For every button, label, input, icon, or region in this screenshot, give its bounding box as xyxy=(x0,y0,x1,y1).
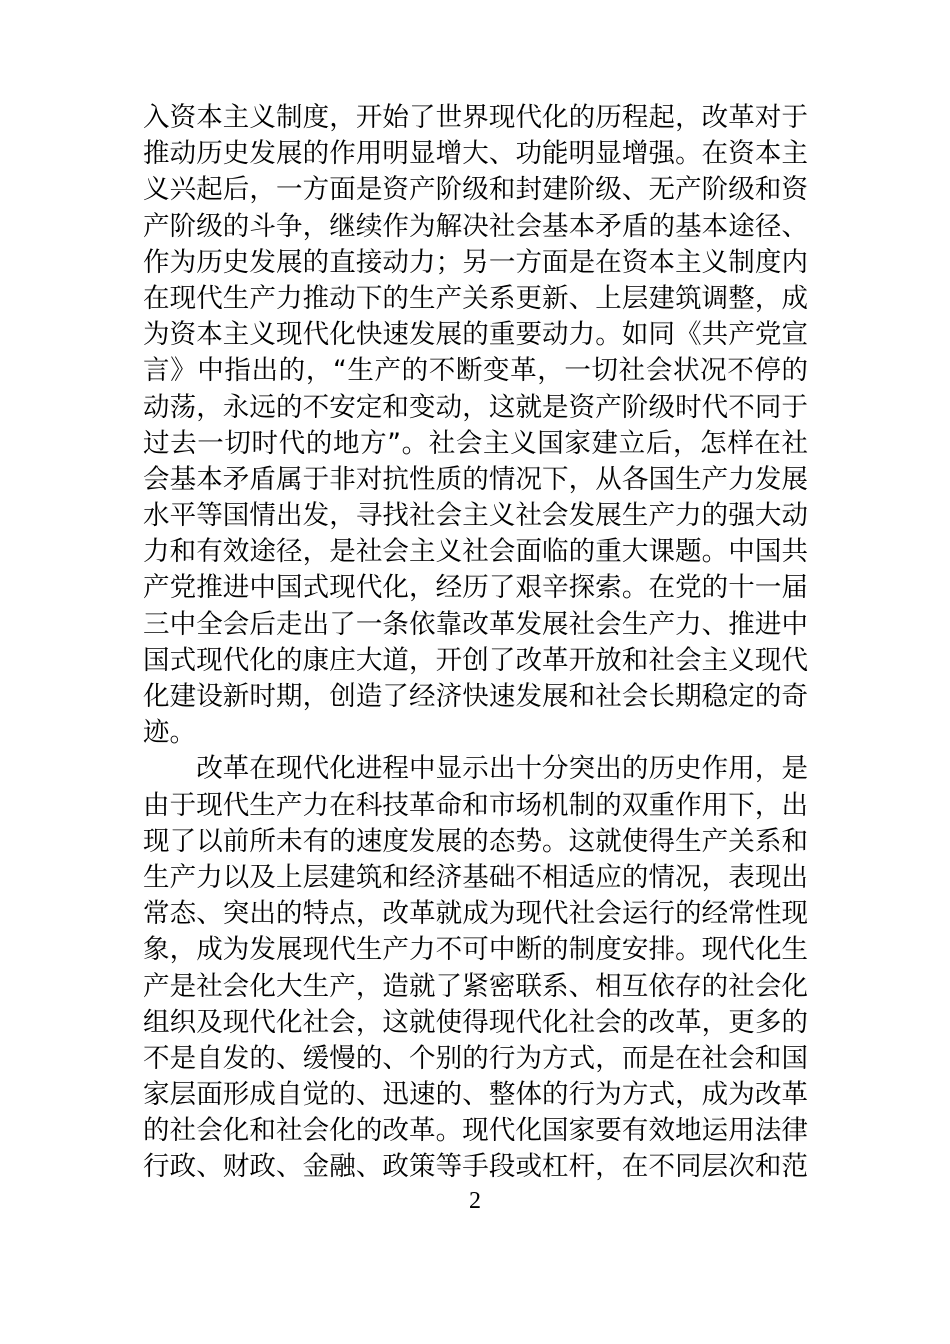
text-line: 化建设新时期，创造了经济快速发展和社会长期稳定的奇 xyxy=(143,681,808,712)
text-line: 迹。 xyxy=(143,717,196,749)
text-line: 产是社会化大生产，造就了紧密联系、相互依存的社会化 xyxy=(143,970,808,1002)
text-line: 动荡，永远的不安定和变动，这就是资产阶级时代不同于 xyxy=(143,391,808,423)
text-line: 产党推进中国式现代化，经历了艰辛探索。在党的十一届 xyxy=(143,572,808,604)
text-line: 产阶级的斗争，继续作为解决社会基本矛盾的基本途径、 xyxy=(143,210,808,242)
text-line: 水平等国情出发，寻找社会主义社会发展生产力的强大动 xyxy=(143,500,808,532)
text-line: 改革在现代化进程中显示出十分突出的历史作用，是 xyxy=(143,753,808,785)
text-line: 力和有效途径，是社会主义社会面临的重大课题。中国共 xyxy=(143,536,808,568)
text-line: 国式现代化的康庄大道，开创了改革开放和社会主义现代 xyxy=(143,644,808,676)
text-line: 家层面形成自觉的、迅速的、整体的行为方式，成为改革 xyxy=(143,1079,808,1111)
text-line: 过去一切时代的地方”。社会主义国家建立后，怎样在社 xyxy=(143,427,808,459)
text-line: 入资本主义制度，开始了世界现代化的历程起，改革对于 xyxy=(143,102,808,133)
text-line: 由于现代生产力在科技革命和市场机制的双重作用下，出 xyxy=(143,789,808,821)
text-line: 象，成为发展现代生产力不可中断的制度安排。现代化生 xyxy=(143,934,808,966)
text-line: 三中全会后走出了一条依靠改革发展社会生产力、推进中 xyxy=(143,608,808,640)
text-line: 现了以前所未有的速度发展的态势。这就使得生产关系和 xyxy=(143,825,808,857)
text-line: 推动历史发展的作用明显增大、功能明显增强。在资本主 xyxy=(143,138,808,170)
text-line: 为资本主义现代化快速发展的重要动力。如同《共产党宣 xyxy=(143,319,808,351)
text-line: 义兴起后，一方面是资产阶级和封建阶级、无产阶级和资 xyxy=(143,174,808,206)
text-line: 生产力以及上层建筑和经济基础不相适应的情况，表现出 xyxy=(143,861,808,893)
text-line: 在现代生产力推动下的生产关系更新、上层建筑调整，成 xyxy=(143,282,808,314)
text-line: 常态、突出的特点，改革就成为现代社会运行的经常性现 xyxy=(143,898,808,930)
text-line: 的社会化和社会化的改革。现代化国家要有效地运用法律 xyxy=(143,1115,808,1147)
text-line: 不是自发的、缓慢的、个别的行为方式，而是在社会和国 xyxy=(143,1042,808,1074)
text-line: 言》中指出的，“生产的不断变革，一切社会状况不停的 xyxy=(143,355,808,387)
text-line: 行政、财政、金融、政策等手段或杠杆，在不同层次和范 xyxy=(143,1151,808,1183)
text-line: 组织及现代化社会，这就使得现代化社会的改革，更多的 xyxy=(143,1006,808,1038)
text-line: 会基本矛盾属于非对抗性质的情况下，从各国生产力发展 xyxy=(143,463,808,495)
page-number: 2 xyxy=(469,1188,481,1214)
text-line: 作为历史发展的直接动力；另一方面是在资本主义制度内 xyxy=(143,246,808,278)
body-text xyxy=(143,100,808,1186)
